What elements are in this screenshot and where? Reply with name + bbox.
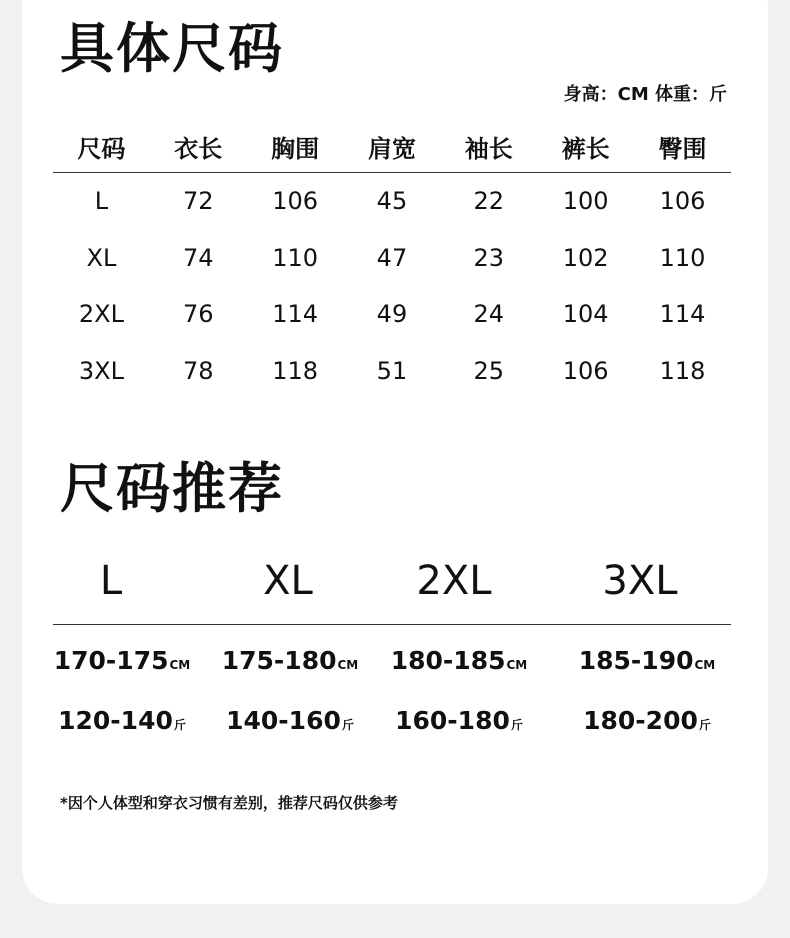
table-cell: 49 xyxy=(376,300,408,329)
weight-unit: 斤 xyxy=(341,718,354,732)
header-shoulder: 肩宽 xyxy=(344,120,441,173)
recommend-size: L xyxy=(99,558,123,604)
height-value: 170-175 xyxy=(53,646,169,675)
weight-unit: 斤 xyxy=(173,718,186,732)
weight-unit: 斤 xyxy=(510,718,523,732)
weight-range xyxy=(395,706,523,735)
table-cell: 72 xyxy=(182,187,214,216)
height-range xyxy=(579,646,716,675)
table-cell: 74 xyxy=(182,243,214,272)
weight-value: 160-180 xyxy=(395,706,510,735)
table-cell: 76 xyxy=(182,300,214,329)
table-cell: 100 xyxy=(562,187,609,216)
table-cell: L xyxy=(94,187,109,216)
header-hip: 臀围 xyxy=(634,120,731,173)
table-cell: 3XL xyxy=(78,356,124,385)
weight-value: 140-160 xyxy=(226,706,341,735)
table-cell: 106 xyxy=(659,187,706,216)
header-chest: 胸围 xyxy=(247,120,344,173)
table-cell: 114 xyxy=(272,300,319,329)
table-header-row xyxy=(53,120,731,173)
spec-title: 具体尺码 xyxy=(60,17,284,80)
table-cell: 2XL xyxy=(78,300,124,329)
height-unit: CM xyxy=(337,658,359,672)
height-unit: CM xyxy=(694,658,716,672)
table-cell: 47 xyxy=(376,243,408,272)
table-cell: 104 xyxy=(562,300,609,329)
size-spec-table xyxy=(53,120,731,399)
table-cell: 114 xyxy=(659,300,706,329)
header-pants-length: 裤长 xyxy=(537,120,634,173)
table-cell: 110 xyxy=(272,243,319,272)
weight-unit: 斤 xyxy=(698,718,711,732)
recommend-title: 尺码推荐 xyxy=(60,457,284,520)
table-cell: 106 xyxy=(562,356,609,385)
height-range xyxy=(54,646,191,675)
recommend-size: 3XL xyxy=(602,558,678,604)
table-cell: 118 xyxy=(659,356,706,385)
height-range xyxy=(391,646,528,675)
table-cell: 24 xyxy=(473,300,505,329)
table-cell: 118 xyxy=(272,356,319,385)
weight-value: 120-140 xyxy=(58,706,173,735)
table-cell: 45 xyxy=(376,187,408,216)
weight-range xyxy=(58,706,186,735)
recommend-size: XL xyxy=(263,558,313,604)
height-value: 185-190 xyxy=(578,646,694,675)
header-length: 衣长 xyxy=(150,120,247,173)
recommend-size-header xyxy=(53,548,731,625)
table-row xyxy=(53,343,731,400)
weight-range xyxy=(583,706,711,735)
height-value: 180-185 xyxy=(390,646,506,675)
header-sleeve: 袖长 xyxy=(440,120,537,173)
table-cell: XL xyxy=(86,243,117,272)
table-cell: 51 xyxy=(376,356,408,385)
height-range xyxy=(222,646,359,675)
table-cell: 78 xyxy=(182,356,214,385)
table-row xyxy=(53,230,731,287)
weight-range xyxy=(226,706,354,735)
table-row xyxy=(53,286,731,343)
header-size: 尺码 xyxy=(53,120,150,173)
table-cell: 25 xyxy=(473,356,505,385)
table-row xyxy=(53,173,731,230)
table-cell: 110 xyxy=(659,243,706,272)
recommend-size: 2XL xyxy=(416,558,492,604)
recommend-height-row xyxy=(0,646,790,686)
table-cell: 106 xyxy=(272,187,319,216)
recommend-weight-row xyxy=(0,706,790,746)
unit-note: 身高：CM 体重：斤 xyxy=(563,84,727,105)
table-cell: 22 xyxy=(473,187,505,216)
table-cell: 23 xyxy=(473,243,505,272)
weight-value: 180-200 xyxy=(583,706,698,735)
table-cell: 102 xyxy=(562,243,609,272)
height-value: 175-180 xyxy=(221,646,337,675)
height-unit: CM xyxy=(169,658,191,672)
height-unit: CM xyxy=(506,658,528,672)
disclaimer-note: *因个人体型和穿衣习惯有差别，推荐尺码仅供参考 xyxy=(60,794,398,812)
